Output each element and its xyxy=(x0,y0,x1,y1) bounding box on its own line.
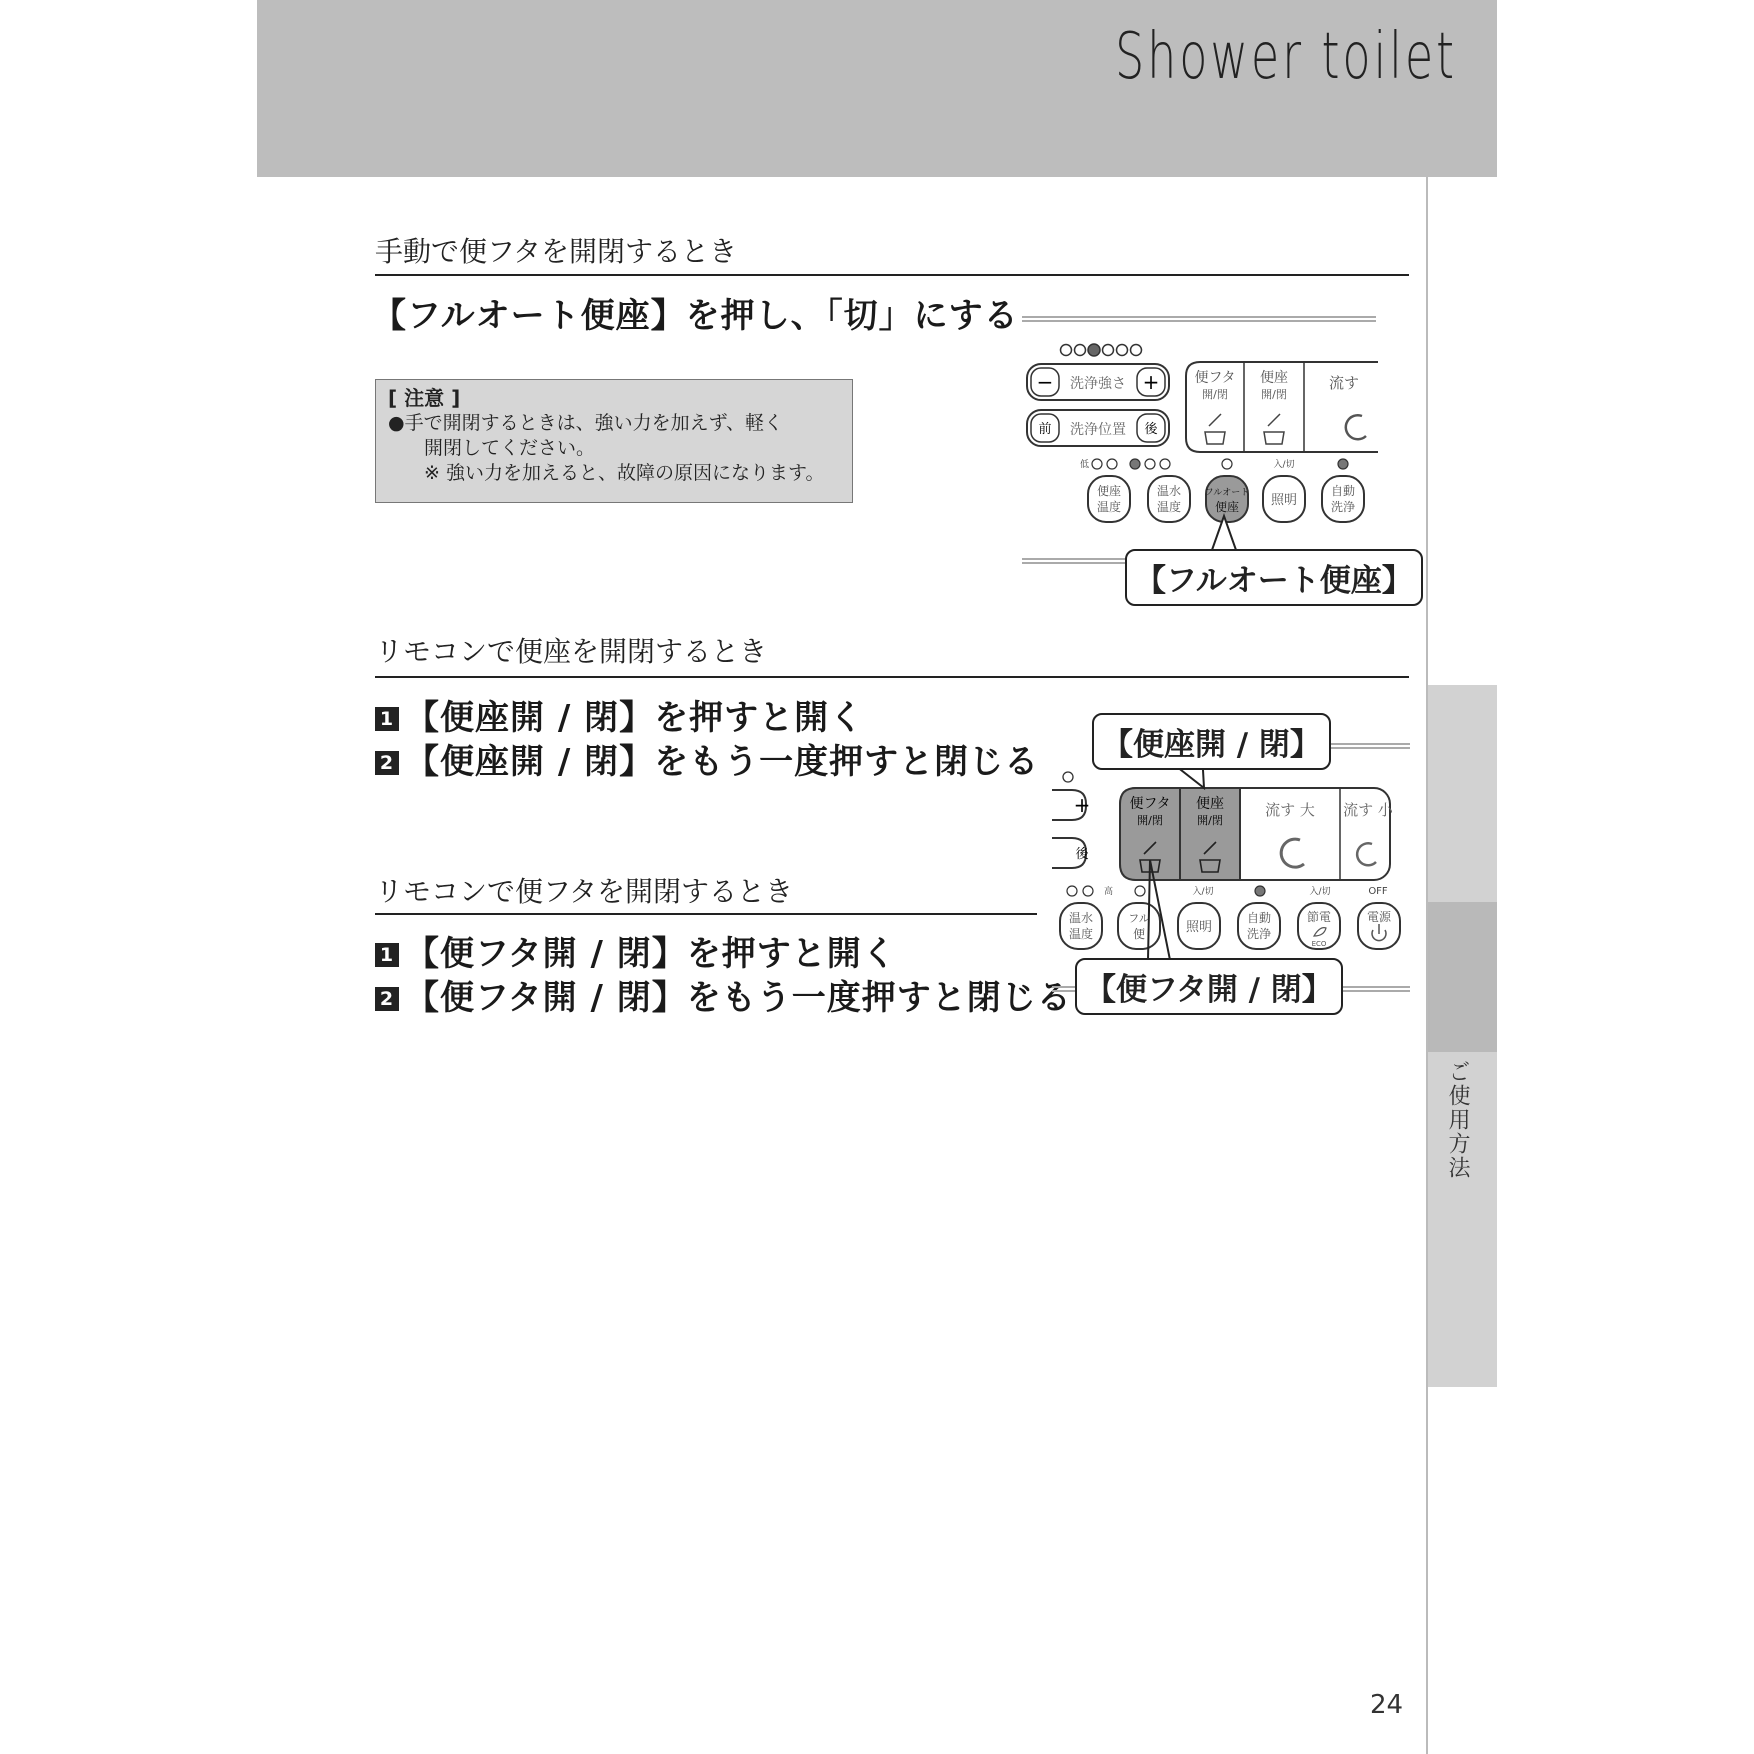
brand-logo: Shower toilet xyxy=(1115,20,1457,94)
header-band xyxy=(257,0,1497,177)
section2-rule xyxy=(375,676,1409,678)
water-temp-sublabel: 温度 xyxy=(1156,500,1182,514)
water-temp-button[interactable] xyxy=(1060,903,1102,949)
full-auto-label: フルオート xyxy=(1204,488,1250,498)
on-off-label: 入/切 xyxy=(1273,460,1295,470)
light-label: 照明 xyxy=(1185,920,1213,935)
light-label: 照明 xyxy=(1270,493,1298,508)
auto-wash-button[interactable] xyxy=(1322,476,1364,522)
divider-double-line xyxy=(1052,986,1076,992)
wash-strength-label: 洗浄強さ xyxy=(1070,376,1126,392)
seat-open-close-callout: 【便座開 / 閉】 xyxy=(1092,713,1331,770)
full-auto-label: フル xyxy=(1128,912,1150,925)
auto-wash-sublabel: 洗浄 xyxy=(1330,500,1356,514)
remote-illustration-2 xyxy=(1052,760,1402,960)
step-number: 1 xyxy=(375,707,399,731)
plus-icon: + xyxy=(1073,793,1091,817)
caution-box xyxy=(375,379,853,503)
section1-title: 手動で便フタを開閉するとき xyxy=(375,235,738,268)
high-label: 高 xyxy=(1104,887,1114,897)
minus-icon: − xyxy=(1036,370,1054,394)
plus-icon: + xyxy=(1142,370,1160,394)
water-temp-sublabel: 温度 xyxy=(1068,927,1094,941)
seat-temp-sublabel: 温度 xyxy=(1096,500,1122,514)
lid-sublabel: 開/閉 xyxy=(1202,388,1228,401)
power-save-label: 節電 xyxy=(1306,910,1332,924)
auto-wash-sublabel: 洗浄 xyxy=(1246,927,1272,941)
water-temp-label: 温水 xyxy=(1068,911,1094,925)
on-off-label: 入/切 xyxy=(1309,887,1331,897)
side-tab-segment xyxy=(1428,685,1497,902)
page-number: 24 xyxy=(1370,1690,1404,1720)
light-button[interactable] xyxy=(1178,903,1220,949)
back-label: 後 xyxy=(1144,422,1158,437)
section2-step1 xyxy=(375,690,864,739)
seat-label: 便座 xyxy=(1260,370,1288,386)
auto-wash-button[interactable] xyxy=(1238,903,1280,949)
full-auto-sublabel: 便座 xyxy=(1214,500,1240,514)
seat-sublabel: 開/閉 xyxy=(1261,388,1287,401)
full-auto-sublabel: 便 xyxy=(1132,927,1146,941)
side-tab-active[interactable] xyxy=(1428,902,1497,1052)
power-button[interactable] xyxy=(1358,903,1400,949)
flush-big-label: 流す 大 xyxy=(1265,801,1315,819)
section3-step2 xyxy=(375,970,1072,1019)
light-button[interactable] xyxy=(1263,476,1305,522)
plus-button[interactable] xyxy=(1052,790,1090,820)
step-number: 1 xyxy=(375,943,399,967)
step-text: 【便座開 / 閉】を押すと開く xyxy=(405,698,865,738)
caution-note: ※ 強い力を加えると、故障の原因になります。 xyxy=(424,462,825,484)
seat-temp-button[interactable] xyxy=(1088,476,1130,522)
back-button[interactable] xyxy=(1052,838,1089,868)
seat-temp-label: 便座 xyxy=(1096,484,1122,498)
seat-sublabel: 開/閉 xyxy=(1197,814,1223,827)
wash-position-label: 洗浄位置 xyxy=(1070,422,1126,438)
water-temp-button[interactable] xyxy=(1148,476,1190,522)
lid-label: 便フタ xyxy=(1194,370,1236,386)
on-off-label: 入/切 xyxy=(1192,887,1214,897)
step-number: 2 xyxy=(375,987,399,1011)
step-text: 【便フタ開 / 閉】をもう一度押すと閉じる xyxy=(405,978,1072,1018)
section1-rule xyxy=(375,274,1409,276)
section3-rule xyxy=(375,913,1037,915)
auto-wash-label: 自動 xyxy=(1246,911,1272,925)
flush-small-label: 流す 小 xyxy=(1343,801,1393,819)
step-text: 【便フタ開 / 閉】を押すと開く xyxy=(405,934,897,974)
step-number: 2 xyxy=(375,751,399,775)
caution-title: [ 注意 ] xyxy=(388,386,461,410)
lid-open-close-callout: 【便フタ開 / 閉】 xyxy=(1075,958,1343,1015)
off-label: OFF xyxy=(1368,886,1388,897)
lid-label: 便フタ xyxy=(1129,796,1171,812)
power-label: 電源 xyxy=(1366,910,1392,924)
divider-double-line xyxy=(1022,316,1376,322)
section2-step2 xyxy=(375,734,1039,783)
full-auto-callout: 【フルオート便座】 xyxy=(1125,549,1423,606)
flush-label: 流す xyxy=(1328,374,1360,392)
full-auto-seat-button[interactable] xyxy=(1118,903,1160,949)
side-tab-label[interactable]: ご使用方法 xyxy=(1445,1060,1470,1180)
auto-wash-label: 自動 xyxy=(1330,484,1356,498)
seat-label: 便座 xyxy=(1196,796,1224,812)
wash-strength-button[interactable] xyxy=(1027,364,1169,400)
strength-indicator-dots xyxy=(1061,344,1142,356)
section3-step1 xyxy=(375,926,897,975)
full-auto-seat-button[interactable] xyxy=(1205,476,1250,522)
front-label: 前 xyxy=(1038,422,1052,437)
eco-label: ECO xyxy=(1311,940,1327,948)
lid-seat-flush-block xyxy=(1186,362,1378,452)
back-label: 後 xyxy=(1075,847,1089,862)
seat-open-close-button[interactable] xyxy=(1180,788,1240,880)
caution-line: ●手で開閉するときは、強い力を加えず、軽く xyxy=(388,412,784,434)
section3-title: リモコンで便フタを開閉するとき xyxy=(375,875,794,908)
section2-title: リモコンで便座を開閉するとき xyxy=(375,635,768,668)
power-save-button[interactable] xyxy=(1298,903,1340,949)
temp-indicator-dots xyxy=(1092,459,1348,469)
step-text: 【便座開 / 閉】をもう一度押すと閉じる xyxy=(405,742,1040,782)
wash-position-button[interactable] xyxy=(1027,410,1169,446)
caution-line: 開閉してください。 xyxy=(424,437,596,459)
low-label: 低 xyxy=(1080,460,1090,470)
lid-sublabel: 開/閉 xyxy=(1137,814,1163,827)
indicator-dots xyxy=(1067,886,1265,896)
water-temp-label: 温水 xyxy=(1156,484,1182,498)
section1-step: 【フルオート便座】を押し、「切」にする xyxy=(372,296,1019,336)
